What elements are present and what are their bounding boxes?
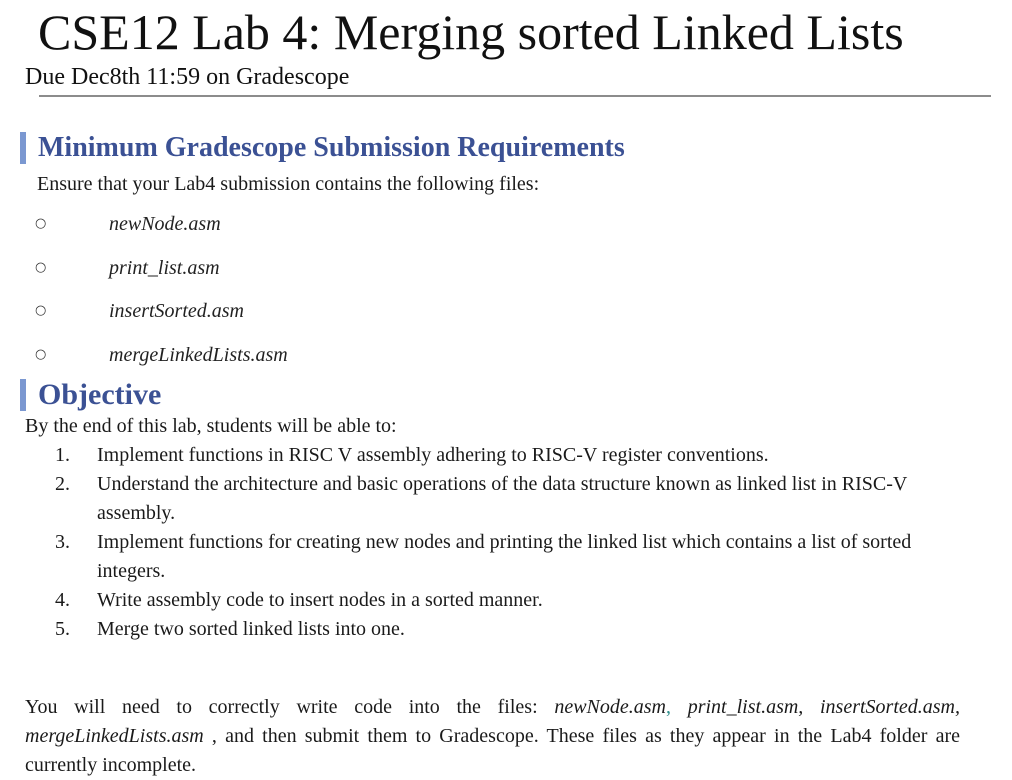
file-name: newNode.asm (109, 213, 221, 235)
list-item (55, 441, 955, 470)
hollow-circle-bullet-icon: ○ (35, 216, 47, 231)
closing-prefix: You will need to correctly write code into the files: (25, 696, 555, 718)
file-name: insertSorted.asm (109, 300, 244, 322)
file-name: print_list.asm (109, 256, 220, 279)
file-name: mergeLinkedLists.asm (109, 343, 288, 366)
list-item (35, 296, 288, 340)
heading-bar-icon (20, 379, 26, 411)
item-number: 4. (55, 589, 70, 611)
requirements-heading (20, 132, 625, 164)
closing-comma: , (666, 696, 688, 718)
title-divider (39, 95, 991, 97)
item-text: Understand the architecture and basic operations of the data structure known as linked list in RISC-V assembly. (97, 473, 907, 524)
item-number: 1. (55, 444, 70, 466)
list-item (55, 470, 955, 528)
item-number: 2. (55, 473, 70, 495)
list-item (55, 615, 955, 644)
list-item (35, 253, 288, 297)
hollow-circle-bullet-icon: ○ (35, 346, 47, 362)
objective-heading (20, 378, 161, 412)
due-date: Due Dec8th 11:59 on Gradescope (25, 64, 350, 90)
requirements-intro: Ensure that your Lab4 submission contains the following files: (37, 173, 540, 195)
closing-comma: , (955, 696, 960, 718)
list-item (55, 528, 955, 586)
hollow-circle-bullet-icon: ○ (35, 259, 47, 275)
requirements-heading-text: Minimum Gradescope Submission Requirements (38, 132, 625, 163)
required-files-list (35, 209, 288, 383)
objectives-list (55, 441, 955, 644)
objective-intro: By the end of this lab, students will be able to: (25, 415, 397, 437)
item-number: 3. (55, 531, 70, 553)
item-text: Implement functions in RISC V assembly adhering to RISC-V register conventions. (97, 444, 769, 466)
item-text: Implement functions for creating new nodes and printing the linked list which contains a list of sorted integers. (97, 531, 912, 582)
item-number: 5. (55, 618, 70, 640)
closing-paragraph (25, 693, 960, 780)
objective-heading-text: Objective (38, 378, 162, 411)
list-item (35, 209, 288, 253)
closing-file-insert-sorted: insertSorted.asm (820, 696, 955, 718)
closing-comma: , (798, 696, 820, 718)
heading-bar-icon (20, 132, 26, 164)
list-item (35, 340, 288, 384)
item-text: Merge two sorted linked lists into one. (97, 618, 405, 640)
page-title: CSE12 Lab 4: Merging sorted Linked Lists (38, 4, 904, 60)
list-item (55, 586, 955, 615)
closing-file-merge: mergeLinkedLists.asm (25, 725, 204, 747)
closing-file-newnode: newNode.asm (554, 696, 667, 718)
closing-suffix: , and then submit them to Gradescope. These files as they appear in the Lab4 folder are currently incomplete. (25, 725, 960, 776)
item-text: Write assembly code to insert nodes in a sorted manner. (97, 589, 543, 611)
closing-file-print-list: print_list.asm (687, 696, 799, 718)
hollow-circle-bullet-icon: ○ (35, 303, 47, 318)
